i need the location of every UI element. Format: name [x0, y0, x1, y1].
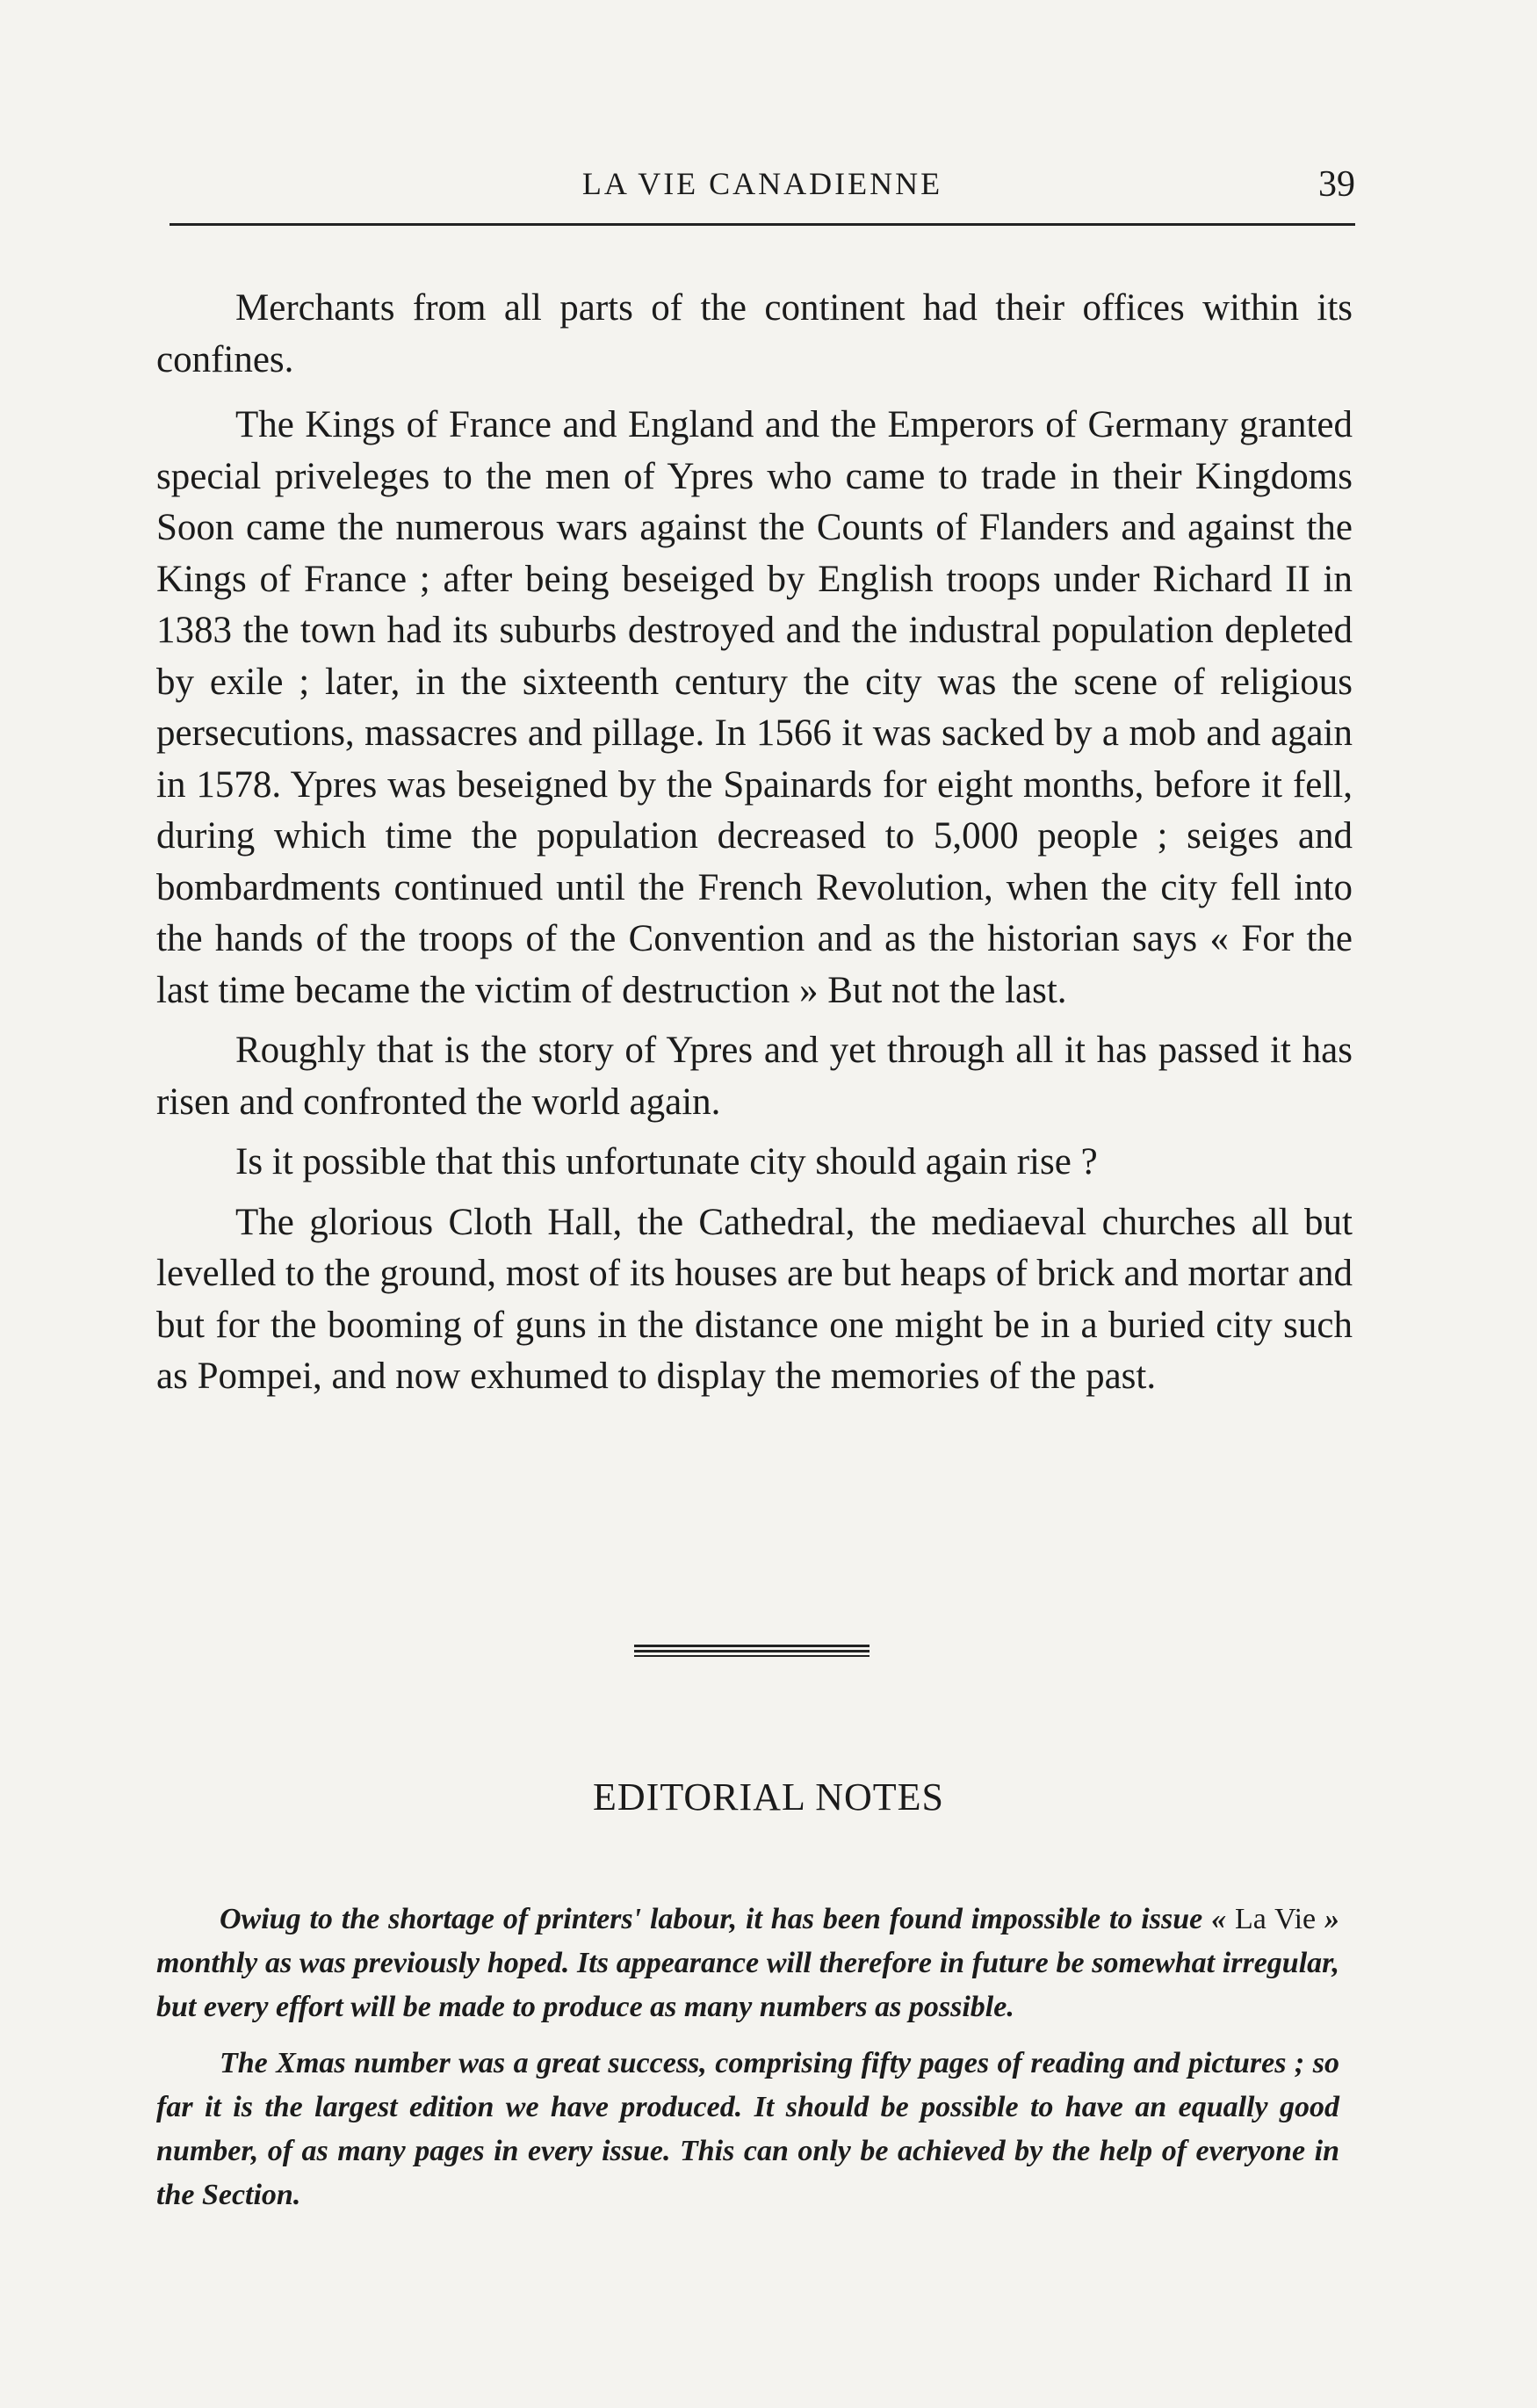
article-paragraph: The Kings of France and England and the Emperors of Germany granted special priveleges to the men of Ypres who came to trade in their Kingdoms Soon came the numerous wars against the Counts of Flanders and against the Kings of France ; after being beseiged by English troops under Richard II in 1383 the town had its suburbs destroyed and the industral population depleted by exile ; later, in the sixteenth century the city was the scene of religious persecutions, massacres and pillage. In 1566 it was sacked by a mob and again in 1578. Ypres was beseigned by the Spainards for eight months, before it fell, during which time the population decreased to 5,000 people ; seiges and bombardments continued until the French Revolution, when the city fell into the hands of the troops of the Convention and as the historian says « For the last time became the victim of destruction » But not the last.: [156, 404, 1353, 1011]
publication-title: La Vie: [1234, 1903, 1317, 1935]
running-title: LA VIE CANADIENNE: [581, 166, 943, 201]
editorial-notes: [156, 1898, 1339, 2230]
header-rule: [170, 223, 1355, 226]
note-text: Owiug to the shortage of printers' labour, it has been found impossible to issue «: [220, 1903, 1235, 1935]
note-text: » monthly as was previously hoped. Its appearance will therefore in future be somewhat irregular, but every effort will be made to produce as many numbers as possible.: [156, 1903, 1340, 2023]
running-header: [170, 158, 1355, 211]
editorial-notes-heading: EDITORIAL NOTES: [593, 1775, 944, 1819]
article-paragraph: The glorious Cloth Hall, the Cathedral, the mediaeval churches all but levelled to the ground, most of its houses are but heaps of brick and mortar and but for the booming of guns in the distance one might be in a buried city such as Pompei, and now exhumed to display the memories of the past.: [156, 1201, 1353, 1397]
article-paragraph: Roughly that is the story of Ypres and yet through all it has passed it has risen and confronted the world again.: [156, 1030, 1353, 1123]
article-body: [156, 283, 1353, 1412]
article-paragraph: Is it possible that this unfortunate city should again rise ?: [235, 1141, 1098, 1182]
section-divider-ornament: [634, 1645, 870, 1657]
editorial-note: [156, 1898, 1339, 2029]
editorial-note: The Xmas number was a great success, comprising fifty pages of reading and pictures ; so far it is the largest edition we have produced. It should be possible to have an equally good number, of as many pages in every issue. This can only be achieved by the help of everyone in the Section.: [156, 2047, 1339, 2211]
article-paragraph: Merchants from all parts of the continent had their offices within its confines.: [156, 287, 1353, 380]
page-number: 39: [1318, 164, 1355, 205]
